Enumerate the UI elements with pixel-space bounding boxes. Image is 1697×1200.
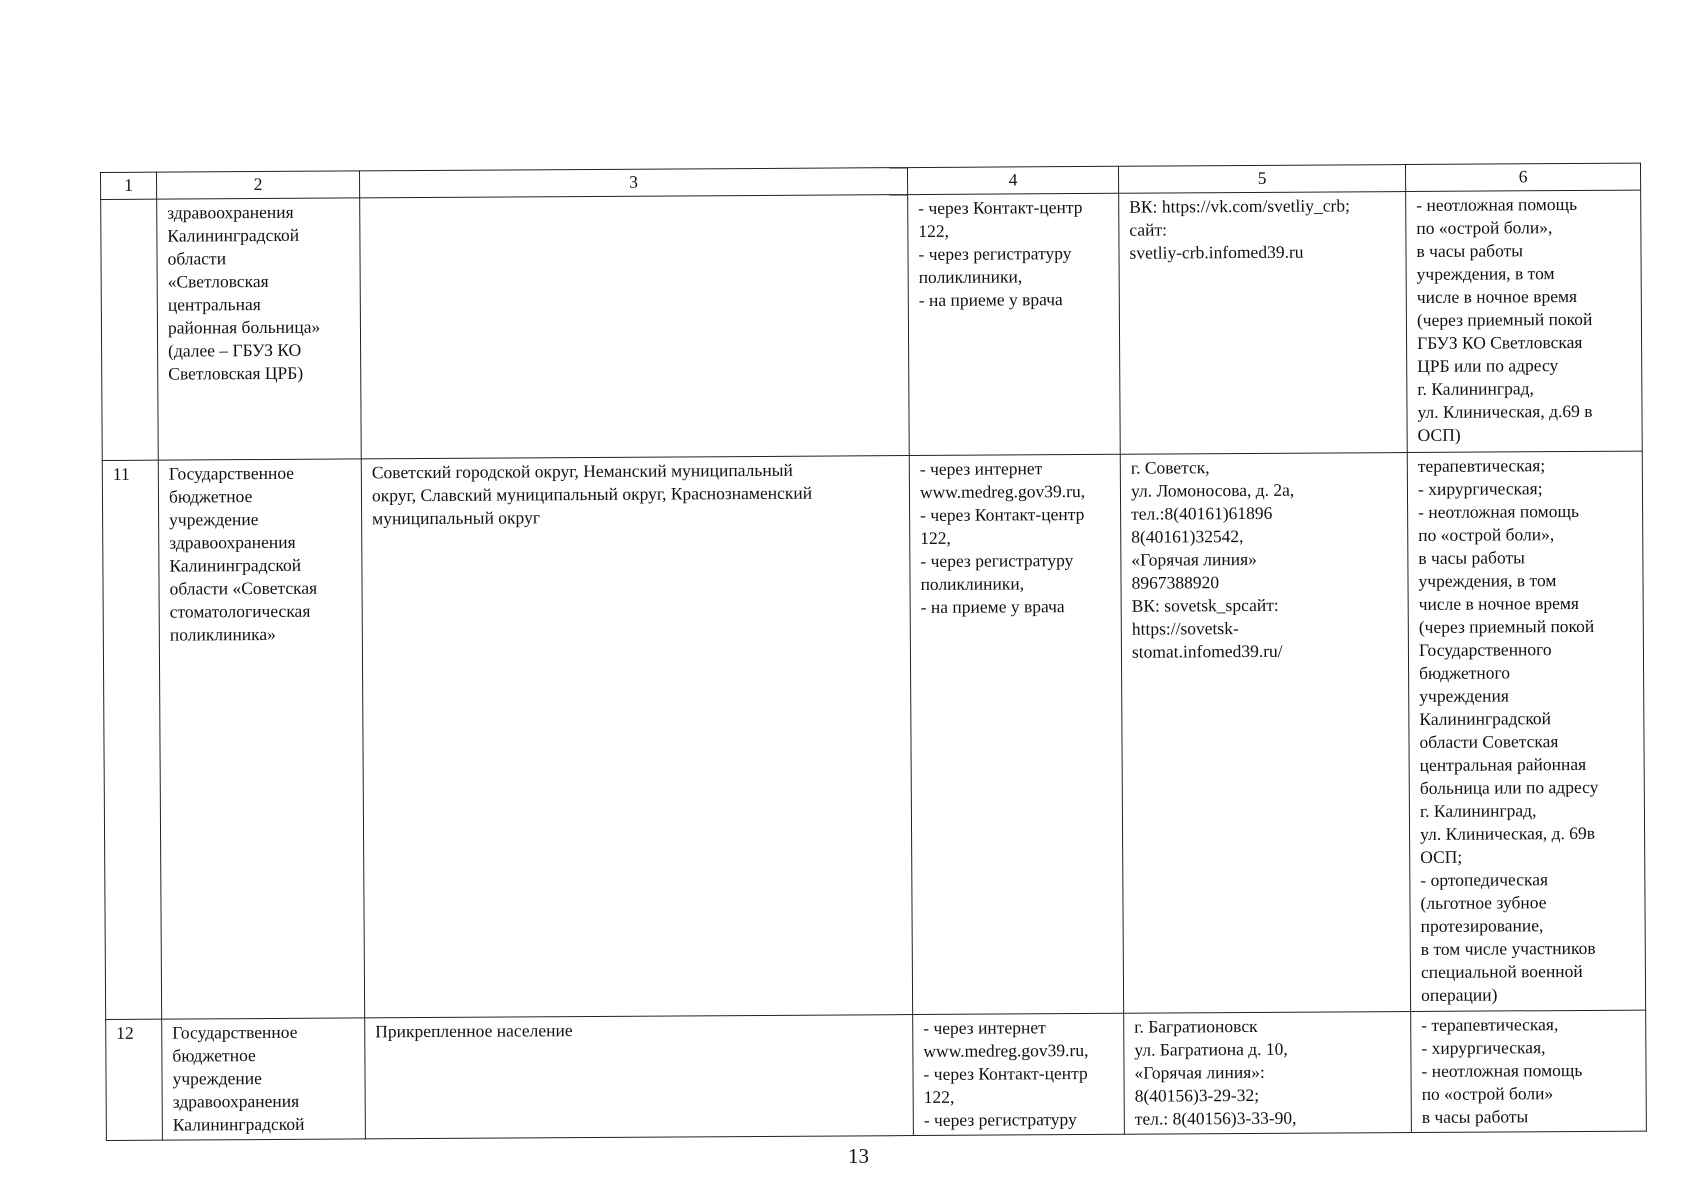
organization-cell bbox=[158, 459, 364, 1019]
cell-line: - через регистратуру bbox=[918, 243, 1072, 265]
cell-line: - на приеме у врача bbox=[918, 289, 1063, 311]
cell-line: по «острой боли», bbox=[1416, 217, 1553, 238]
cell-line: 8(40156)3-29-32; bbox=[1134, 1084, 1260, 1106]
table-row bbox=[106, 1010, 1647, 1140]
cell-line: поликлиники, bbox=[920, 573, 1025, 594]
cell-line: Светловская ЦРБ) bbox=[168, 362, 304, 384]
cell-line: ул. Клиническая, д.69 в bbox=[1417, 400, 1593, 422]
cell-line: г. Багратионовск bbox=[1134, 1015, 1258, 1037]
column-header-2: 2 bbox=[157, 171, 360, 199]
appointment-methods-cell bbox=[913, 1013, 1125, 1135]
row-number-cell bbox=[101, 199, 159, 460]
cell-line: «Горячая линия» bbox=[1131, 548, 1257, 570]
cell-line: больница или по адресу bbox=[1419, 776, 1599, 798]
cell-line: ОСП; bbox=[1420, 846, 1463, 867]
cell-line: (льготное зубное bbox=[1420, 892, 1547, 913]
care-types-cell bbox=[1406, 190, 1643, 452]
cell-line: учреждения, в том bbox=[1418, 570, 1557, 591]
column-header-5: 5 bbox=[1118, 165, 1405, 194]
cell-line: области bbox=[167, 248, 227, 269]
cell-line: специальной военной bbox=[1420, 960, 1583, 982]
organization-cell bbox=[162, 1018, 366, 1140]
table-body bbox=[101, 190, 1647, 1140]
cell-line: области Советская bbox=[1419, 731, 1559, 752]
territory-cell bbox=[360, 195, 910, 459]
cell-line: протезирование, bbox=[1420, 915, 1544, 936]
cell-line: www.medreg.gov39.ru, bbox=[923, 1039, 1089, 1061]
cell-line: здравоохранения bbox=[169, 531, 296, 553]
contacts-cell bbox=[1119, 192, 1408, 455]
cell-line: числе в ночное время bbox=[1418, 592, 1580, 614]
cell-line: «Светловская bbox=[167, 270, 269, 292]
cell-line: - через Контакт-центр bbox=[923, 1062, 1088, 1084]
cell-line: по «острой боли», bbox=[1418, 524, 1555, 545]
cell-line: г. Калининград, bbox=[1419, 800, 1537, 821]
cell-line: Калининградской bbox=[1419, 708, 1552, 729]
appointment-methods-cell bbox=[908, 193, 1121, 455]
cell-line: поликлиники, bbox=[918, 266, 1023, 288]
cell-line: учреждения, в том bbox=[1416, 263, 1555, 284]
column-header-1: 1 bbox=[101, 172, 157, 199]
cell-line: - через регистратуру bbox=[920, 550, 1074, 571]
cell-line: https://sovetsk- bbox=[1131, 618, 1239, 639]
cell-line: - терапевтическая, bbox=[1421, 1014, 1559, 1035]
care-types-cell bbox=[1411, 1010, 1647, 1132]
cell-line: Советский городской округ, Неманский муниципальный bbox=[371, 459, 793, 483]
cell-line: бюджетного bbox=[1419, 662, 1511, 683]
cell-line: stomat.infomed39.ru/ bbox=[1131, 640, 1283, 662]
cell-line: муниципальный округ bbox=[372, 507, 541, 529]
cell-line: в часы работы bbox=[1416, 240, 1524, 261]
cell-line: Калининградской bbox=[169, 554, 302, 576]
table-row bbox=[101, 190, 1643, 460]
cell-line: числе в ночное время bbox=[1416, 285, 1578, 307]
cell-line: по «острой боли» bbox=[1421, 1083, 1554, 1104]
cell-line: операции) bbox=[1420, 984, 1498, 1005]
cell-line: svetliy-crb.infomed39.ru bbox=[1129, 241, 1304, 263]
cell-line: - хирургическая; bbox=[1417, 478, 1543, 499]
cell-line: (через приемный покой bbox=[1418, 615, 1595, 637]
cell-line: - на приеме у врача bbox=[920, 596, 1065, 617]
appointment-methods-cell bbox=[909, 454, 1123, 1014]
cell-line: терапевтическая; bbox=[1417, 455, 1546, 476]
cell-line: - неотложная помощь bbox=[1416, 193, 1578, 215]
cell-line: www.medreg.gov39.ru, bbox=[919, 480, 1086, 502]
cell-line: округ, Славский муниципальный округ, Краснознаменский bbox=[371, 482, 813, 506]
column-header-4: 4 bbox=[907, 166, 1118, 194]
cell-line: Государственное bbox=[168, 462, 295, 484]
cell-line: ВК: https://vk.com/svetliy_crb; bbox=[1129, 195, 1350, 217]
cell-line: стоматологическая bbox=[169, 600, 311, 622]
cell-line: 122, bbox=[918, 220, 950, 242]
cell-line: тел.:8(40161)61896 bbox=[1131, 502, 1273, 524]
cell-line: бюджетное bbox=[168, 486, 253, 507]
cell-line: 122, bbox=[920, 527, 951, 548]
organization-cell bbox=[157, 198, 362, 460]
cell-line: Калининградской bbox=[167, 224, 300, 246]
cell-line: поликлиника» bbox=[169, 623, 276, 645]
cell-line: ул. Багратиона д. 10, bbox=[1134, 1038, 1288, 1060]
cell-line: ул. Клиническая, д. 69в bbox=[1420, 822, 1596, 844]
cell-line: ул. Ломоносова, д. 2а, bbox=[1130, 479, 1295, 501]
cell-line: - неотложная помощь bbox=[1418, 500, 1579, 522]
cell-line: в часы работы bbox=[1418, 547, 1525, 568]
cell-line: 8967388920 bbox=[1131, 572, 1220, 593]
cell-line: - через интернет bbox=[923, 1017, 1046, 1038]
cell-line: ОСП) bbox=[1417, 424, 1461, 445]
cell-line: в часы работы bbox=[1421, 1106, 1529, 1127]
row-number-cell: 11 bbox=[102, 460, 161, 1019]
cell-line: здравоохранения bbox=[167, 201, 294, 223]
cell-line: - через Контакт-центр bbox=[920, 503, 1085, 525]
cell-line: учреждения bbox=[1419, 685, 1509, 706]
cell-line: Калининградской bbox=[172, 1113, 305, 1135]
cell-line: - хирургическая, bbox=[1421, 1037, 1546, 1058]
cell-line: 122, bbox=[923, 1086, 955, 1107]
cell-line: (через приемный покой bbox=[1416, 308, 1593, 330]
cell-line: ЦРБ или по адресу bbox=[1417, 355, 1559, 376]
row-number-cell: 12 bbox=[106, 1019, 163, 1140]
cell-line: в том числе участников bbox=[1420, 937, 1596, 959]
cell-line: «Горячая линия»: bbox=[1134, 1061, 1265, 1083]
cell-line: тел.: 8(40156)3-33-90, bbox=[1134, 1107, 1297, 1129]
cell-line: центральная районная bbox=[1419, 753, 1587, 775]
cell-line: - ортопедическая bbox=[1420, 869, 1549, 890]
cell-line: центральная bbox=[167, 294, 261, 315]
cell-line: г. Калининград, bbox=[1417, 378, 1534, 399]
cell-line: ВК: sovetsk_spсайт: bbox=[1131, 594, 1279, 616]
cell-line: - неотложная помощь bbox=[1421, 1059, 1583, 1081]
cell-line: учреждение bbox=[172, 1068, 262, 1089]
cell-line: учреждение bbox=[169, 509, 259, 530]
cell-line: здравоохранения bbox=[172, 1090, 300, 1112]
cell-line: ГБУЗ КО Светловская bbox=[1417, 331, 1583, 353]
column-header-3: 3 bbox=[359, 168, 907, 198]
cell-line: - через интернет bbox=[919, 458, 1043, 479]
territory-cell bbox=[365, 1015, 914, 1139]
cell-line: Государственное bbox=[172, 1021, 298, 1043]
cell-line: Прикрепленное население bbox=[375, 1020, 573, 1042]
cell-line: области «Советская bbox=[169, 577, 318, 599]
contacts-cell bbox=[1120, 453, 1410, 1014]
cell-line: бюджетное bbox=[172, 1045, 256, 1066]
cell-line: районная больница» bbox=[167, 316, 321, 338]
cell-line: - через Контакт-центр bbox=[918, 196, 1083, 219]
page-number: 13 bbox=[848, 1144, 869, 1168]
cell-line: г. Советск, bbox=[1130, 457, 1210, 478]
cell-line: - через регистратуру bbox=[923, 1109, 1077, 1130]
contacts-cell bbox=[1124, 1012, 1412, 1135]
table-row bbox=[102, 451, 1645, 1019]
cell-line: сайт: bbox=[1129, 219, 1168, 240]
care-types-cell bbox=[1407, 451, 1645, 1011]
cell-line: Государственного bbox=[1418, 639, 1552, 660]
column-header-6: 6 bbox=[1405, 163, 1640, 191]
cell-line: 8(40161)32542, bbox=[1131, 526, 1244, 547]
cell-line: (далее – ГБУЗ КО bbox=[168, 339, 302, 361]
medical-institutions-table bbox=[100, 163, 1647, 1141]
territory-cell bbox=[361, 456, 912, 1018]
